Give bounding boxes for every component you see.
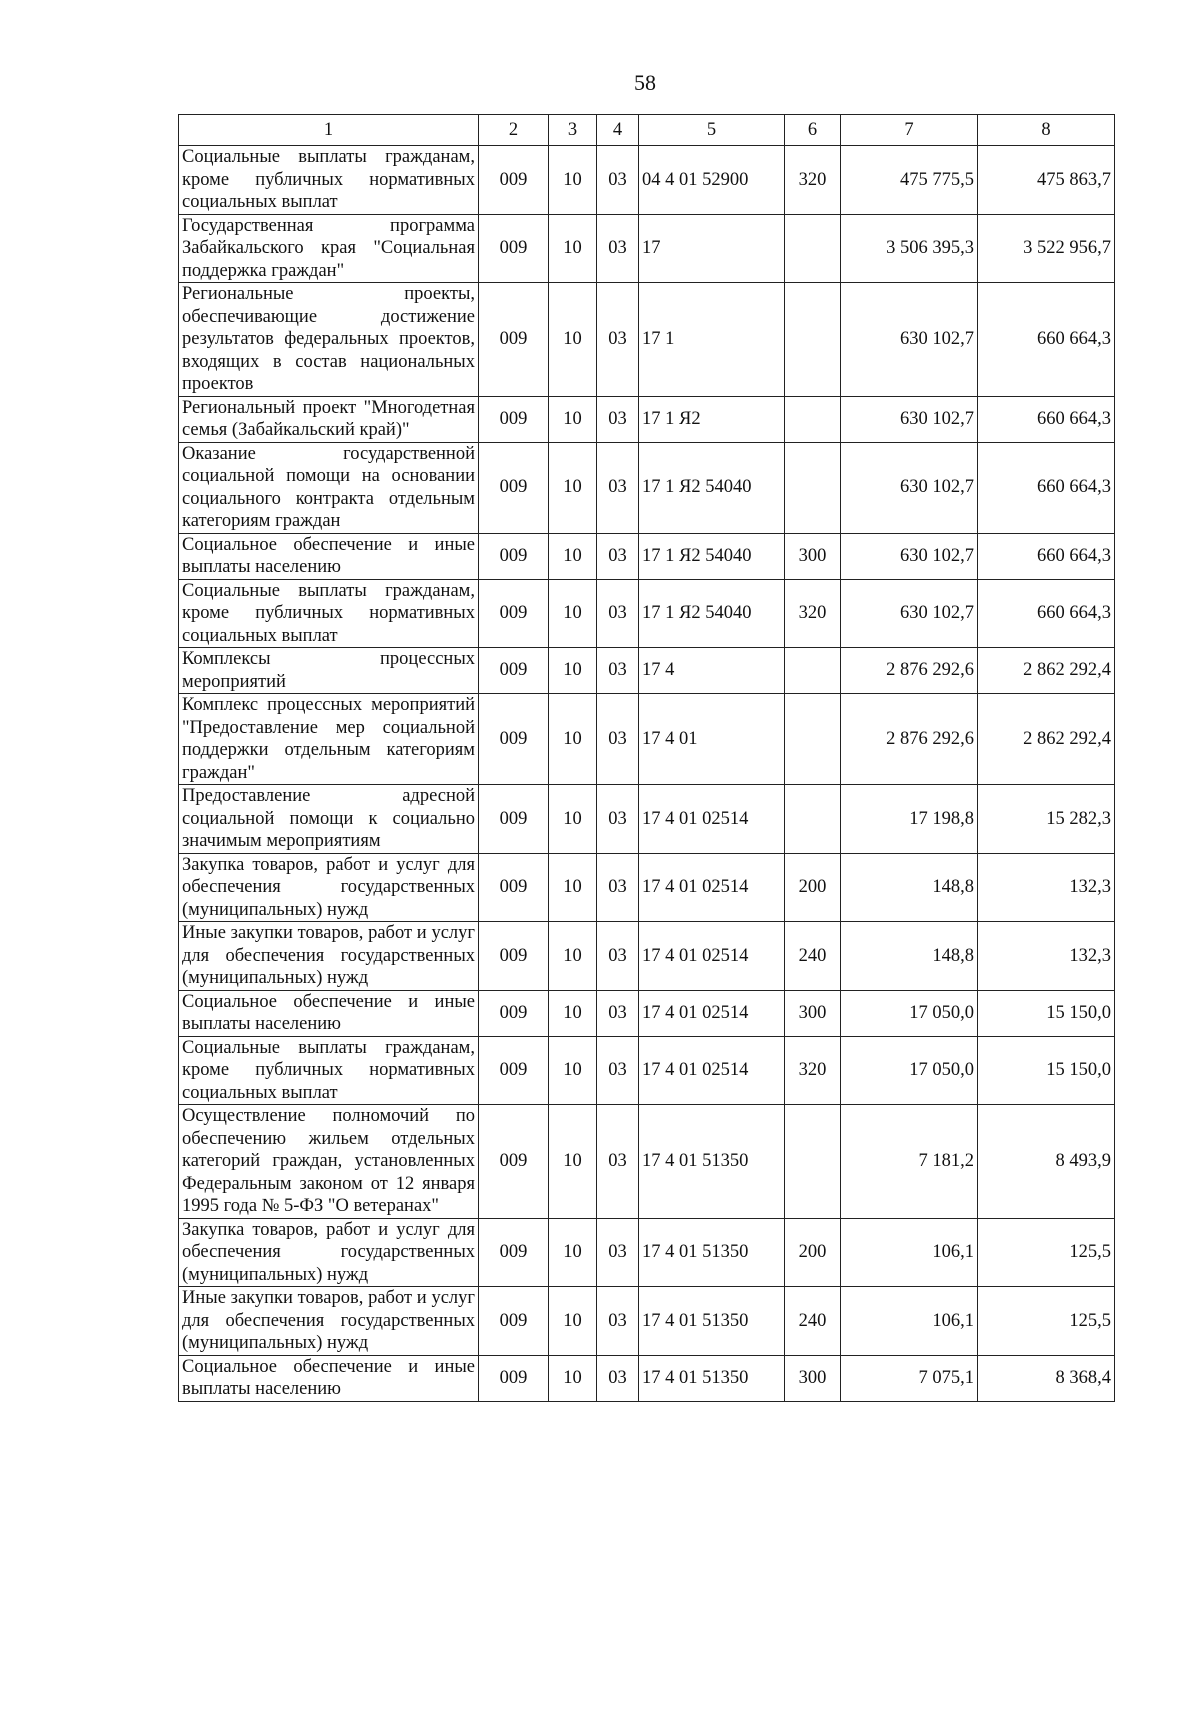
row-description: Комплекс процессных мероприятий "Предоставление мер социальной поддержки отдельным категориям граждан" [179,694,479,785]
cell-amount-year-2: 8 493,9 [978,1105,1115,1219]
cell-amount-year-2: 125,5 [978,1287,1115,1356]
cell-amount-year-2: 132,3 [978,922,1115,991]
cell-expense-type: 320 [785,146,841,215]
cell-expense-type [785,283,841,397]
cell-expense-type [785,785,841,854]
cell-ministry: 009 [479,214,549,283]
cell-amount-year-1: 106,1 [841,1218,978,1287]
cell-subsection: 03 [597,533,639,579]
cell-amount-year-2: 660 664,3 [978,283,1115,397]
row-description: Социальное обеспечение и иные выплаты населению [179,533,479,579]
cell-subsection: 03 [597,785,639,854]
header-cell: 1 [179,115,479,146]
budget-table [178,114,1115,1402]
cell-amount-year-2: 132,3 [978,853,1115,922]
row-description: Оказание государственной социальной помощи на основании социального контракта отдельным категориям граждан [179,442,479,533]
cell-ministry: 009 [479,853,549,922]
cell-expense-type: 320 [785,579,841,648]
cell-target-article: 17 4 01 02514 [639,922,785,991]
cell-ministry: 009 [479,1218,549,1287]
cell-amount-year-1: 17 050,0 [841,1036,978,1105]
cell-section: 10 [549,694,597,785]
row-description: Государственная программа Забайкальского края "Социальная поддержка граждан" [179,214,479,283]
cell-target-article: 17 4 01 51350 [639,1105,785,1219]
cell-amount-year-1: 148,8 [841,922,978,991]
header-cell: 6 [785,115,841,146]
cell-expense-type: 240 [785,922,841,991]
cell-amount-year-1: 7 181,2 [841,1105,978,1219]
cell-section: 10 [549,922,597,991]
cell-target-article: 17 1 Я2 54040 [639,533,785,579]
cell-amount-year-2: 2 862 292,4 [978,694,1115,785]
cell-ministry: 009 [479,990,549,1036]
cell-target-article: 17 4 01 02514 [639,785,785,854]
cell-section: 10 [549,214,597,283]
cell-amount-year-2: 475 863,7 [978,146,1115,215]
cell-target-article: 17 4 01 02514 [639,853,785,922]
cell-target-article: 17 4 01 [639,694,785,785]
cell-amount-year-1: 630 102,7 [841,396,978,442]
header-cell: 3 [549,115,597,146]
page-number: 58 [634,70,656,95]
cell-expense-type [785,214,841,283]
cell-amount-year-2: 660 664,3 [978,396,1115,442]
cell-ministry: 009 [479,1287,549,1356]
cell-target-article: 17 4 01 51350 [639,1355,785,1401]
row-description: Иные закупки товаров, работ и услуг для обеспечения государственных (муниципальных) нужд [179,1287,479,1356]
cell-amount-year-1: 2 876 292,6 [841,648,978,694]
cell-section: 10 [549,853,597,922]
table-row [179,990,1115,1036]
cell-ministry: 009 [479,922,549,991]
header-cell: 8 [978,115,1115,146]
cell-section: 10 [549,1105,597,1219]
table-row [179,1355,1115,1401]
table-row [179,922,1115,991]
cell-amount-year-2: 660 664,3 [978,533,1115,579]
cell-subsection: 03 [597,922,639,991]
table-row [179,442,1115,533]
row-description: Социальное обеспечение и иные выплаты населению [179,1355,479,1401]
cell-amount-year-2: 15 282,3 [978,785,1115,854]
cell-ministry: 009 [479,785,549,854]
cell-amount-year-1: 148,8 [841,853,978,922]
cell-expense-type: 200 [785,853,841,922]
cell-expense-type: 240 [785,1287,841,1356]
table-row [179,1218,1115,1287]
cell-amount-year-2: 660 664,3 [978,442,1115,533]
cell-expense-type [785,694,841,785]
cell-amount-year-1: 630 102,7 [841,442,978,533]
row-description: Социальные выплаты гражданам, кроме публичных нормативных социальных выплат [179,1036,479,1105]
cell-section: 10 [549,442,597,533]
table-row [179,785,1115,854]
cell-amount-year-1: 106,1 [841,1287,978,1356]
table-row [179,533,1115,579]
cell-subsection: 03 [597,214,639,283]
row-description: Социальные выплаты гражданам, кроме публичных нормативных социальных выплат [179,146,479,215]
row-description: Закупка товаров, работ и услуг для обеспечения государственных (муниципальных) нужд [179,1218,479,1287]
table-header-row [179,115,1115,146]
cell-section: 10 [549,1036,597,1105]
cell-section: 10 [549,396,597,442]
cell-amount-year-2: 660 664,3 [978,579,1115,648]
cell-section: 10 [549,1287,597,1356]
cell-amount-year-1: 7 075,1 [841,1355,978,1401]
row-description: Закупка товаров, работ и услуг для обеспечения государственных (муниципальных) нужд [179,853,479,922]
cell-amount-year-2: 125,5 [978,1218,1115,1287]
cell-amount-year-2: 8 368,4 [978,1355,1115,1401]
cell-amount-year-1: 17 050,0 [841,990,978,1036]
cell-subsection: 03 [597,283,639,397]
table-row [179,396,1115,442]
cell-amount-year-1: 2 876 292,6 [841,694,978,785]
cell-ministry: 009 [479,1105,549,1219]
row-description: Социальные выплаты гражданам, кроме публичных нормативных социальных выплат [179,579,479,648]
cell-amount-year-2: 2 862 292,4 [978,648,1115,694]
cell-target-article: 17 [639,214,785,283]
header-cell: 5 [639,115,785,146]
cell-section: 10 [549,1218,597,1287]
cell-target-article: 17 4 01 51350 [639,1287,785,1356]
cell-subsection: 03 [597,1036,639,1105]
cell-ministry: 009 [479,396,549,442]
cell-section: 10 [549,146,597,215]
cell-subsection: 03 [597,694,639,785]
cell-amount-year-1: 630 102,7 [841,283,978,397]
cell-subsection: 03 [597,853,639,922]
cell-ministry: 009 [479,1036,549,1105]
cell-amount-year-2: 15 150,0 [978,1036,1115,1105]
table-row [179,694,1115,785]
cell-section: 10 [549,785,597,854]
cell-amount-year-1: 630 102,7 [841,533,978,579]
cell-amount-year-1: 3 506 395,3 [841,214,978,283]
cell-subsection: 03 [597,396,639,442]
table-row [179,283,1115,397]
cell-target-article: 17 1 [639,283,785,397]
table-row [179,579,1115,648]
cell-expense-type: 300 [785,1355,841,1401]
table-row [179,214,1115,283]
cell-ministry: 009 [479,579,549,648]
table-row [179,1287,1115,1356]
cell-subsection: 03 [597,146,639,215]
row-description: Региональные проекты, обеспечивающие достижение результатов федеральных проектов, входящих в состав национальных проектов [179,283,479,397]
cell-expense-type [785,648,841,694]
cell-section: 10 [549,533,597,579]
row-description: Региональный проект "Многодетная семья (Забайкальский край)" [179,396,479,442]
cell-target-article: 17 4 01 51350 [639,1218,785,1287]
cell-expense-type [785,396,841,442]
row-description: Предоставление адресной социальной помощи к социально значимым мероприятиям [179,785,479,854]
cell-amount-year-1: 475 775,5 [841,146,978,215]
cell-amount-year-2: 15 150,0 [978,990,1115,1036]
cell-expense-type: 320 [785,1036,841,1105]
cell-expense-type [785,1105,841,1219]
header-cell: 7 [841,115,978,146]
cell-subsection: 03 [597,579,639,648]
cell-ministry: 009 [479,694,549,785]
cell-section: 10 [549,990,597,1036]
header-cell: 4 [597,115,639,146]
cell-expense-type: 300 [785,990,841,1036]
cell-expense-type [785,442,841,533]
cell-ministry: 009 [479,283,549,397]
table-row [179,853,1115,922]
cell-subsection: 03 [597,648,639,694]
cell-subsection: 03 [597,1105,639,1219]
cell-section: 10 [549,579,597,648]
row-description: Комплексы процессных мероприятий [179,648,479,694]
cell-expense-type: 300 [785,533,841,579]
table-row [179,146,1115,215]
table-body [179,115,1115,1402]
cell-target-article: 17 4 [639,648,785,694]
cell-section: 10 [549,283,597,397]
cell-subsection: 03 [597,1355,639,1401]
cell-subsection: 03 [597,442,639,533]
cell-subsection: 03 [597,990,639,1036]
cell-target-article: 17 1 Я2 54040 [639,442,785,533]
row-description: Социальное обеспечение и иные выплаты населению [179,990,479,1036]
cell-amount-year-1: 17 198,8 [841,785,978,854]
cell-ministry: 009 [479,648,549,694]
cell-ministry: 009 [479,442,549,533]
table-row [179,1036,1115,1105]
table-row [179,648,1115,694]
cell-subsection: 03 [597,1218,639,1287]
cell-target-article: 04 4 01 52900 [639,146,785,215]
cell-target-article: 17 4 01 02514 [639,1036,785,1105]
cell-target-article: 17 1 Я2 54040 [639,579,785,648]
cell-ministry: 009 [479,533,549,579]
row-description: Иные закупки товаров, работ и услуг для обеспечения государственных (муниципальных) нужд [179,922,479,991]
table-row [179,1105,1115,1219]
cell-target-article: 17 1 Я2 [639,396,785,442]
cell-amount-year-2: 3 522 956,7 [978,214,1115,283]
cell-ministry: 009 [479,146,549,215]
cell-section: 10 [549,648,597,694]
cell-target-article: 17 4 01 02514 [639,990,785,1036]
header-cell: 2 [479,115,549,146]
cell-section: 10 [549,1355,597,1401]
cell-subsection: 03 [597,1287,639,1356]
cell-amount-year-1: 630 102,7 [841,579,978,648]
cell-expense-type: 200 [785,1218,841,1287]
cell-ministry: 009 [479,1355,549,1401]
row-description: Осуществление полномочий по обеспечению жильем отдельных категорий граждан, установленных Федеральным законом от 12 января 1995 года № 5-ФЗ "О ветеранах" [179,1105,479,1219]
